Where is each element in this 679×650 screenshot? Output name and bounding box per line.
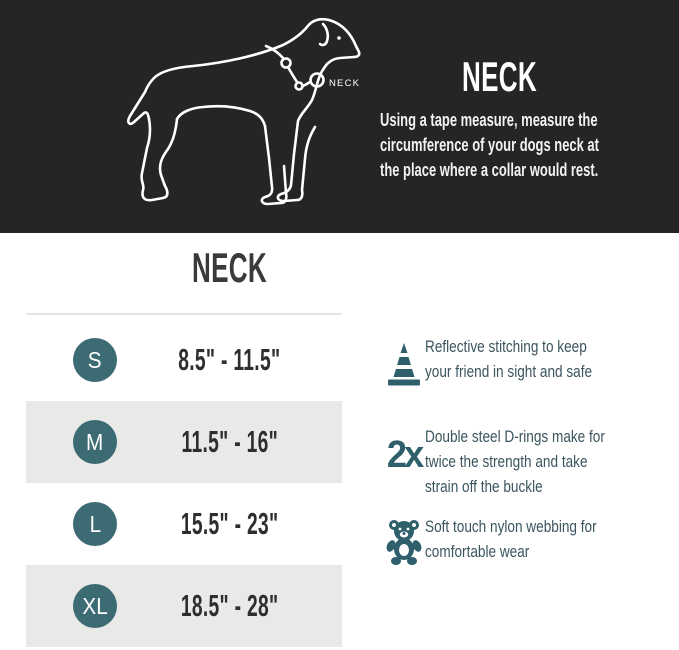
feature-text: Reflective stitching to keep your friend in sight and safe	[425, 337, 593, 381]
size-badge-l: L	[73, 502, 117, 546]
size-badge-xl: XL	[73, 584, 117, 628]
size-range-s: 8.5" - 11.5"	[178, 342, 281, 377]
size-row-m	[26, 401, 342, 483]
feature-reflective	[383, 334, 653, 390]
banner	[0, 0, 679, 233]
traffic-cone-icon	[383, 334, 425, 390]
size-badge-s: S	[73, 338, 117, 382]
feature-text: Double steel D-rings make for twice the strength and take strain off the buckle	[425, 427, 605, 496]
size-table	[26, 244, 342, 647]
size-range-xl: 18.5" - 28"	[180, 588, 279, 623]
size-row-l	[26, 483, 342, 565]
size-range-m: 11.5" - 16"	[181, 424, 278, 459]
size-row-xl	[26, 565, 342, 647]
dog-eye-dot	[337, 36, 341, 40]
feature-text: Soft touch nylon webbing for comfortable wear	[425, 517, 597, 561]
dog-neck-label: NECK	[329, 78, 361, 89]
teddy-bear-icon	[383, 514, 425, 566]
double-2x-icon: 2x	[386, 434, 422, 476]
dog-outline-illustration	[118, 8, 378, 223]
size-badge-m: M	[73, 420, 117, 464]
banner-title: NECK	[462, 53, 538, 100]
size-table-title: NECK	[191, 244, 268, 291]
banner-description: Using a tape measure, measure the circumference of your dogs neck at the place where a collar would rest.	[380, 110, 599, 180]
size-rows	[26, 319, 342, 647]
size-row-s	[26, 319, 342, 401]
table-divider	[26, 313, 342, 315]
size-range-l: 15.5" - 23"	[180, 506, 279, 541]
banner-text-block	[380, 53, 620, 183]
feature-webbing	[383, 514, 653, 566]
feature-drings	[383, 424, 653, 499]
